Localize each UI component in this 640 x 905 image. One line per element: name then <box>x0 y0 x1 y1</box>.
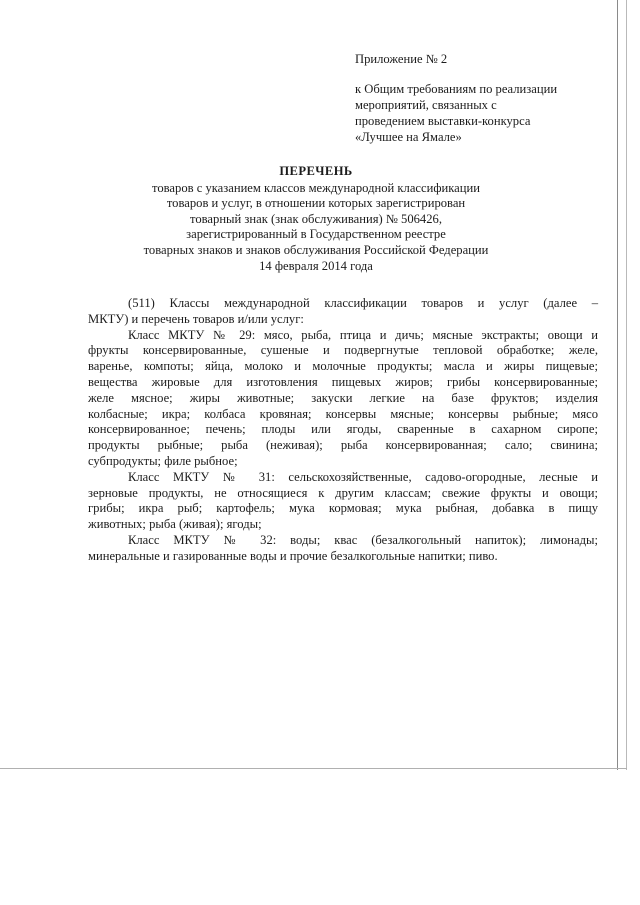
body-line: зерновые продукты, не относящиеся к другим классам; свежие фрукты и овощи; <box>88 485 598 500</box>
title-line: зарегистрированный в Государственном реестре <box>186 227 446 242</box>
body-line: минеральные и газированные воды и прочие безалкогольные напитки; пиво. <box>88 548 498 563</box>
body-line: продукты рыбные; рыба (неживая); рыба консервированная; сало; свинина; <box>88 438 598 453</box>
body-line: субпродукты; филе рыбное; <box>88 453 238 468</box>
title-line: товарных знаков и знаков обслуживания Российской Федерации <box>143 242 489 257</box>
body-line: грибы; икра рыб; картофель; мука кормовая; мука рыбная, добавка в пищу <box>88 501 598 516</box>
page-edge-right-outer <box>626 0 627 770</box>
body-line: варенье, компоты; яйца, молоко и молочные продукты; масла и жиры пищевые; <box>88 359 598 374</box>
body-line: желе мясное; жиры животные; закуски легкие на базе фруктов; изделия <box>88 390 598 405</box>
document-title <box>90 164 542 274</box>
title-heading: ПЕРЕЧЕНЬ <box>279 164 353 178</box>
body-line: Класс МКТУ № 32: воды; квас (безалкогольный напиток); лимонады; <box>128 532 598 547</box>
appendix-number: Приложение № 2 <box>355 52 448 66</box>
body-line: (511) Классы международной классификации товаров и услуг (далее – <box>128 296 598 310</box>
page-edge-bottom <box>0 768 627 769</box>
body-line: животных; рыба (живая); ягоды; <box>88 517 262 532</box>
body-line: фрукты консервированные, сушеные и подвергнутые тепловой обработке; желе, <box>88 343 598 358</box>
appendix-line: к Общим требованиям по реализации <box>355 82 558 96</box>
document-body <box>88 296 598 565</box>
title-line: товаров и услуг, в отношении которых зарегистрирован <box>166 196 466 211</box>
appendix-header <box>355 51 605 145</box>
appendix-line: мероприятий, связанных с <box>355 98 497 112</box>
appendix-line: «Лучшее на Ямале» <box>355 130 462 144</box>
title-line: товаров с указанием классов международной классификации <box>152 180 480 195</box>
body-line: консервированное; печень; плоды или ягоды, сваренные в сахарном сиропе; <box>88 422 598 437</box>
title-date: 14 февраля 2014 года <box>259 258 373 273</box>
body-line: вещества жировые для изготовления пищевых жиров; грибы консервированные; <box>88 374 598 389</box>
body-line: МКТУ) и перечень товаров и/или услуг: <box>88 311 304 326</box>
body-line: колбасные; икра; колбаса кровяная; консервы мясные; консервы рыбные; мясо <box>88 406 598 421</box>
title-line: товарный знак (знак обслуживания) № 506426, <box>190 211 442 226</box>
appendix-line: проведением выставки-конкурса <box>355 114 531 128</box>
body-line: Класс МКТУ № 29: мясо, рыба, птица и дичь; мясные экстракты; овощи и <box>128 327 598 342</box>
page-edge-right <box>617 0 618 770</box>
body-line: Класс МКТУ № 31: сельскохозяйственные, садово-огородные, лесные и <box>128 469 598 484</box>
